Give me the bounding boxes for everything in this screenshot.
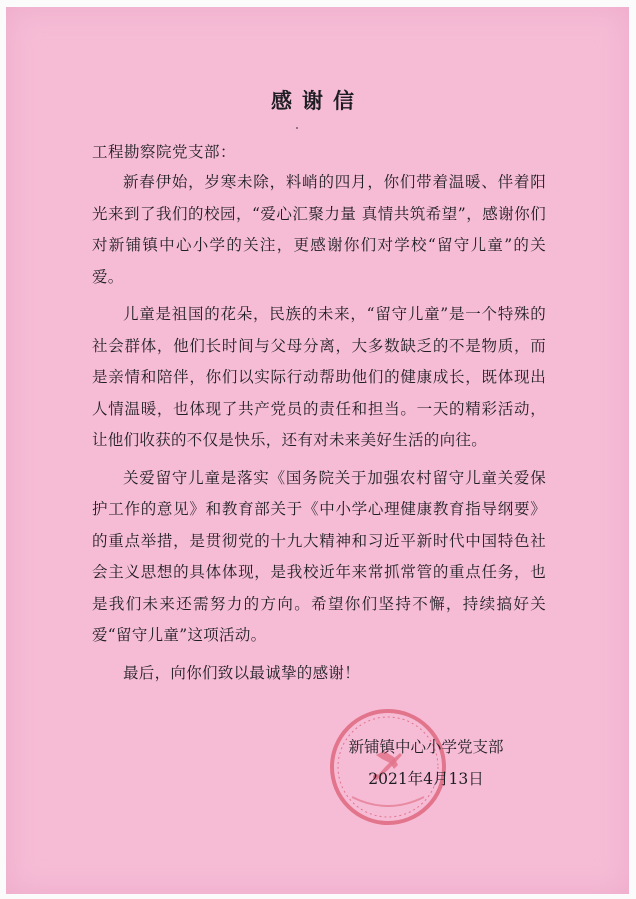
paper-speck: [296, 127, 298, 129]
paragraph-2: 儿童是祖国的花朵，民族的未来，“留守儿童”是一个特殊的社会群体，他们长时间与父母分离，大多数缺乏的不是物质，而是亲情和陪伴，你们以实际行动帮助他们的健康成长，既体现出人情温暖，也体现了共产党员的责任和担当。一天的精彩活动，让他们收获的不仅是快乐，还有对未来美好生活的向往。: [92, 305, 546, 449]
paragraph-3: 关爱留守儿童是落实《国务院关于加强农村留守儿童关爱保护工作的意见》和教育部关于《中小学心理健康教育指导纲要》的重点举措，是贯彻党的十九大精神和习近平新时代中国特色社会主义思想的具体体现，是我校近年来常抓常管的重点任务，也是我们未来还需努力的方向。希望你们坚持不懈，持续搞好关爱“留守儿童”这项活动。: [92, 468, 546, 644]
letter-body: [92, 167, 546, 695]
salutation: 工程勘察院党支部：: [92, 143, 237, 161]
letter-sheet: [6, 7, 629, 894]
letter-title: 感谢信: [271, 89, 364, 113]
signer-name: 新铺镇中心小学党支部: [348, 738, 504, 756]
letter-date: 2021年4月13日: [368, 770, 484, 788]
paragraph-4: 最后，向你们致以最诚挚的感谢！: [123, 663, 361, 682]
paragraph-1: 新春伊始，岁寒未除，料峭的四月，你们带着温暖、伴着阳光来到了我们的校园，“爱心汇聚力量 真情共筑希望”，感谢你们对新铺镇中心小学的关注，更感谢你们对学校“留守儿童”的关爱。: [92, 173, 546, 286]
